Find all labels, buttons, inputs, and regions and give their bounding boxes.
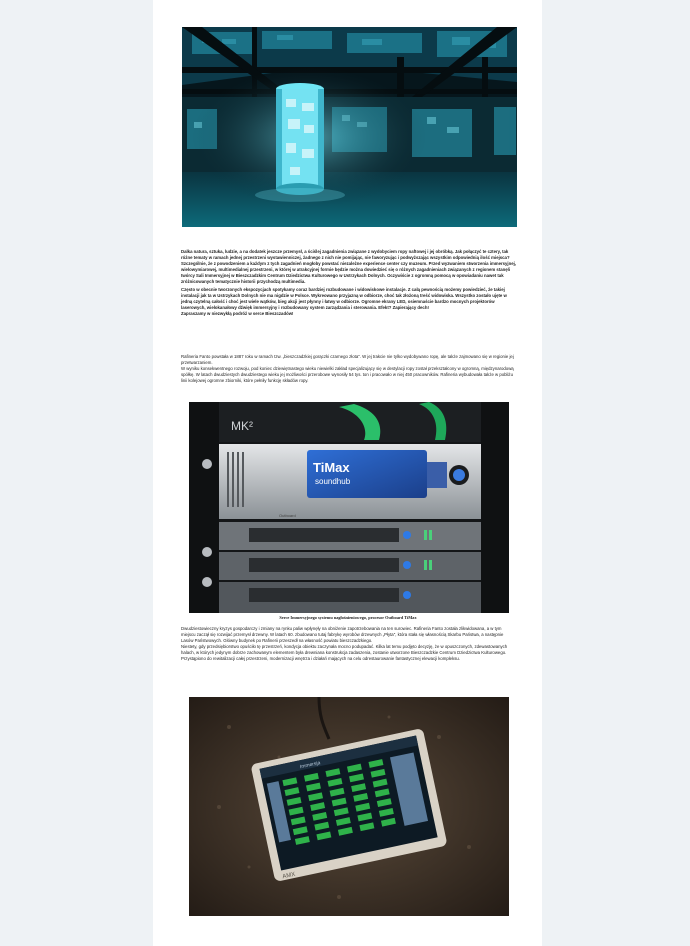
body-text-2 bbox=[181, 626, 517, 663]
body1-paragraph-2: W wyniku konsekwentnego rozwoju, pod koniec dziewiętnastego wieku niewielki zakład specjalizujący się w destylacji ropy został przekształcony w ogromną, międzynarodową spółkę. W latach dwudziestych dwudziestego wieku jej możliwości przerobowe wynosiły 54 tys. ton i pracowało w niej 450 pracowników. Rafineria wybudowała także w pobliżu linii kolejowej ogromne zbiorniki, które pełniły funkcję składów ropy. bbox=[181, 366, 514, 384]
mk2-label: MK² bbox=[231, 419, 253, 433]
panel-brand-label: AMX bbox=[281, 871, 296, 881]
intro-paragraph-2: Często w obecnie tworzonych ekspozycjach spotykamy coraz bardziej rozbudowane i widowiskowe instalacje. Z całą pewnością możemy powiedzieć, że takiej instalacji jak ta w Ustrzykach Dolnych nie ma nigdzie w Polsce. Wykreowano przyjazną w odbiorze, choć tak złożoną treść widowiska. Wszystko zostało ujęte w jedną czytelną całość i choć jest wiele wątków, bieg akcji jest płynny i łatwy w odbiorze. Ogromne ekrany LED, osiemnaście bardzo mocnych projektorów laserowych, wielokanałowy dźwięk immersyjny i rozbudowany system zarządzania i sterowania. Efekt? Zapierający dech! bbox=[181, 287, 507, 311]
touch-panel-photo bbox=[189, 697, 509, 916]
timax-label: TiMax bbox=[313, 460, 350, 475]
intro-paragraph-1: Dalka natura, sztuka, ludzie, a na dodatek jeszcze przemysł, a ściślej zagadnienia związane z wydobyciem ropy naftowej i jej obróbką. Jak połączyć te cztery, tak różne tematy w ramach jednej przestrzeni wystawienniczej, żadnego z nich nie pomijając, nie faworyzując i podwyższając wszystkim odpowiednią ilość miejsca? Szczególnie, że z powodzeniem a każdym z tych zagadnień mogłoby powstać niezależne experience center czy muzeum. Przed wyzwaniem stworzenia immersyjnej, wielowymiarowej, multimedialnej przestrzeni, w której w atrakcyjnej formie będzie można dowiedzieć się o różnych zagadnieniach związanych z regionem stanęli twórcy Sali Immersyjnej w Bieszczadzkim Centrum Dziedzictwa Kulturowego w Ustrzykach Dolnych. Oczywiście z ogromną pomocą w opowiadaniu nawet tak zróżnicowanych tematycznie historii przychodzą multimedia. bbox=[181, 249, 517, 285]
touch-panel-image bbox=[189, 697, 509, 916]
body2-paragraph-2: Niestety, gdy przedsiębiorstwo opuściło tę przestrzeń, kondycja obiektu zaczynała mocno podupadać. Kilka lat temu podjęto decyzję, że w opuszczonych, zdewastowanych halach, w których jedynym dobrze zachowanym elementem była drewniana konstrukcja zadaszenia, zostanie utworzone Bieszczadzkie Centrum Dziedzictwa Kulturowego. Przystąpiono do rewitalizacji całej przestrzeni, modernizacji wnętrza i działań mających na celu odrestaurowanie fantastycznej elewacji kompleksu. bbox=[181, 644, 508, 662]
server-rack-image bbox=[189, 402, 509, 613]
immersive-hall-photo bbox=[182, 27, 517, 227]
soundhub-label: soundhub bbox=[315, 477, 351, 486]
photo-caption: Serce Immersyjnego systemu nagłośnieniowego, procesor Outboard TiMax bbox=[279, 615, 417, 620]
panel-header-label: Immersja bbox=[299, 760, 321, 771]
intro-bold-text bbox=[181, 249, 517, 318]
body-text-1 bbox=[181, 354, 517, 384]
server-rack-photo bbox=[189, 402, 509, 613]
outboard-label: Outboard bbox=[279, 513, 296, 518]
body1-paragraph-1: Rafineria Fanto powstała w 1887 roku w ramach tzw. „bieszczadzkiej gorączki czarnego złota". W jej trakcie nie tylko wydobywano ropę, ale także zajmowano się w regionie jej przetwarzaniem. bbox=[181, 354, 514, 366]
intro-paragraph-3: Zapraszamy w niezwykłą podróż w serce Bieszczadów! bbox=[181, 311, 294, 317]
immersive-hall-image bbox=[182, 27, 517, 227]
body2-paragraph-1: Dwudziestowieczny kryzys gospodarczy i zmiany na rynku paliw wpłynęły na obniżenie zapotrzebowania na ten surowiec. Rafineria Fanto została zlikwidowana, a w tym miejscu zaczął się rozwijać przemysł drzewny. W latach 60. zbudowano tutaj fabrykę wyrobów drzewnych „Płyta", która stała się własnością Skarbu Państwa, a następnie Lasów Państwowych. Główny budynek po Rafinerii przeszedł na własność powiatu bieszczadzkiego. bbox=[181, 626, 504, 644]
article-page bbox=[153, 0, 542, 946]
